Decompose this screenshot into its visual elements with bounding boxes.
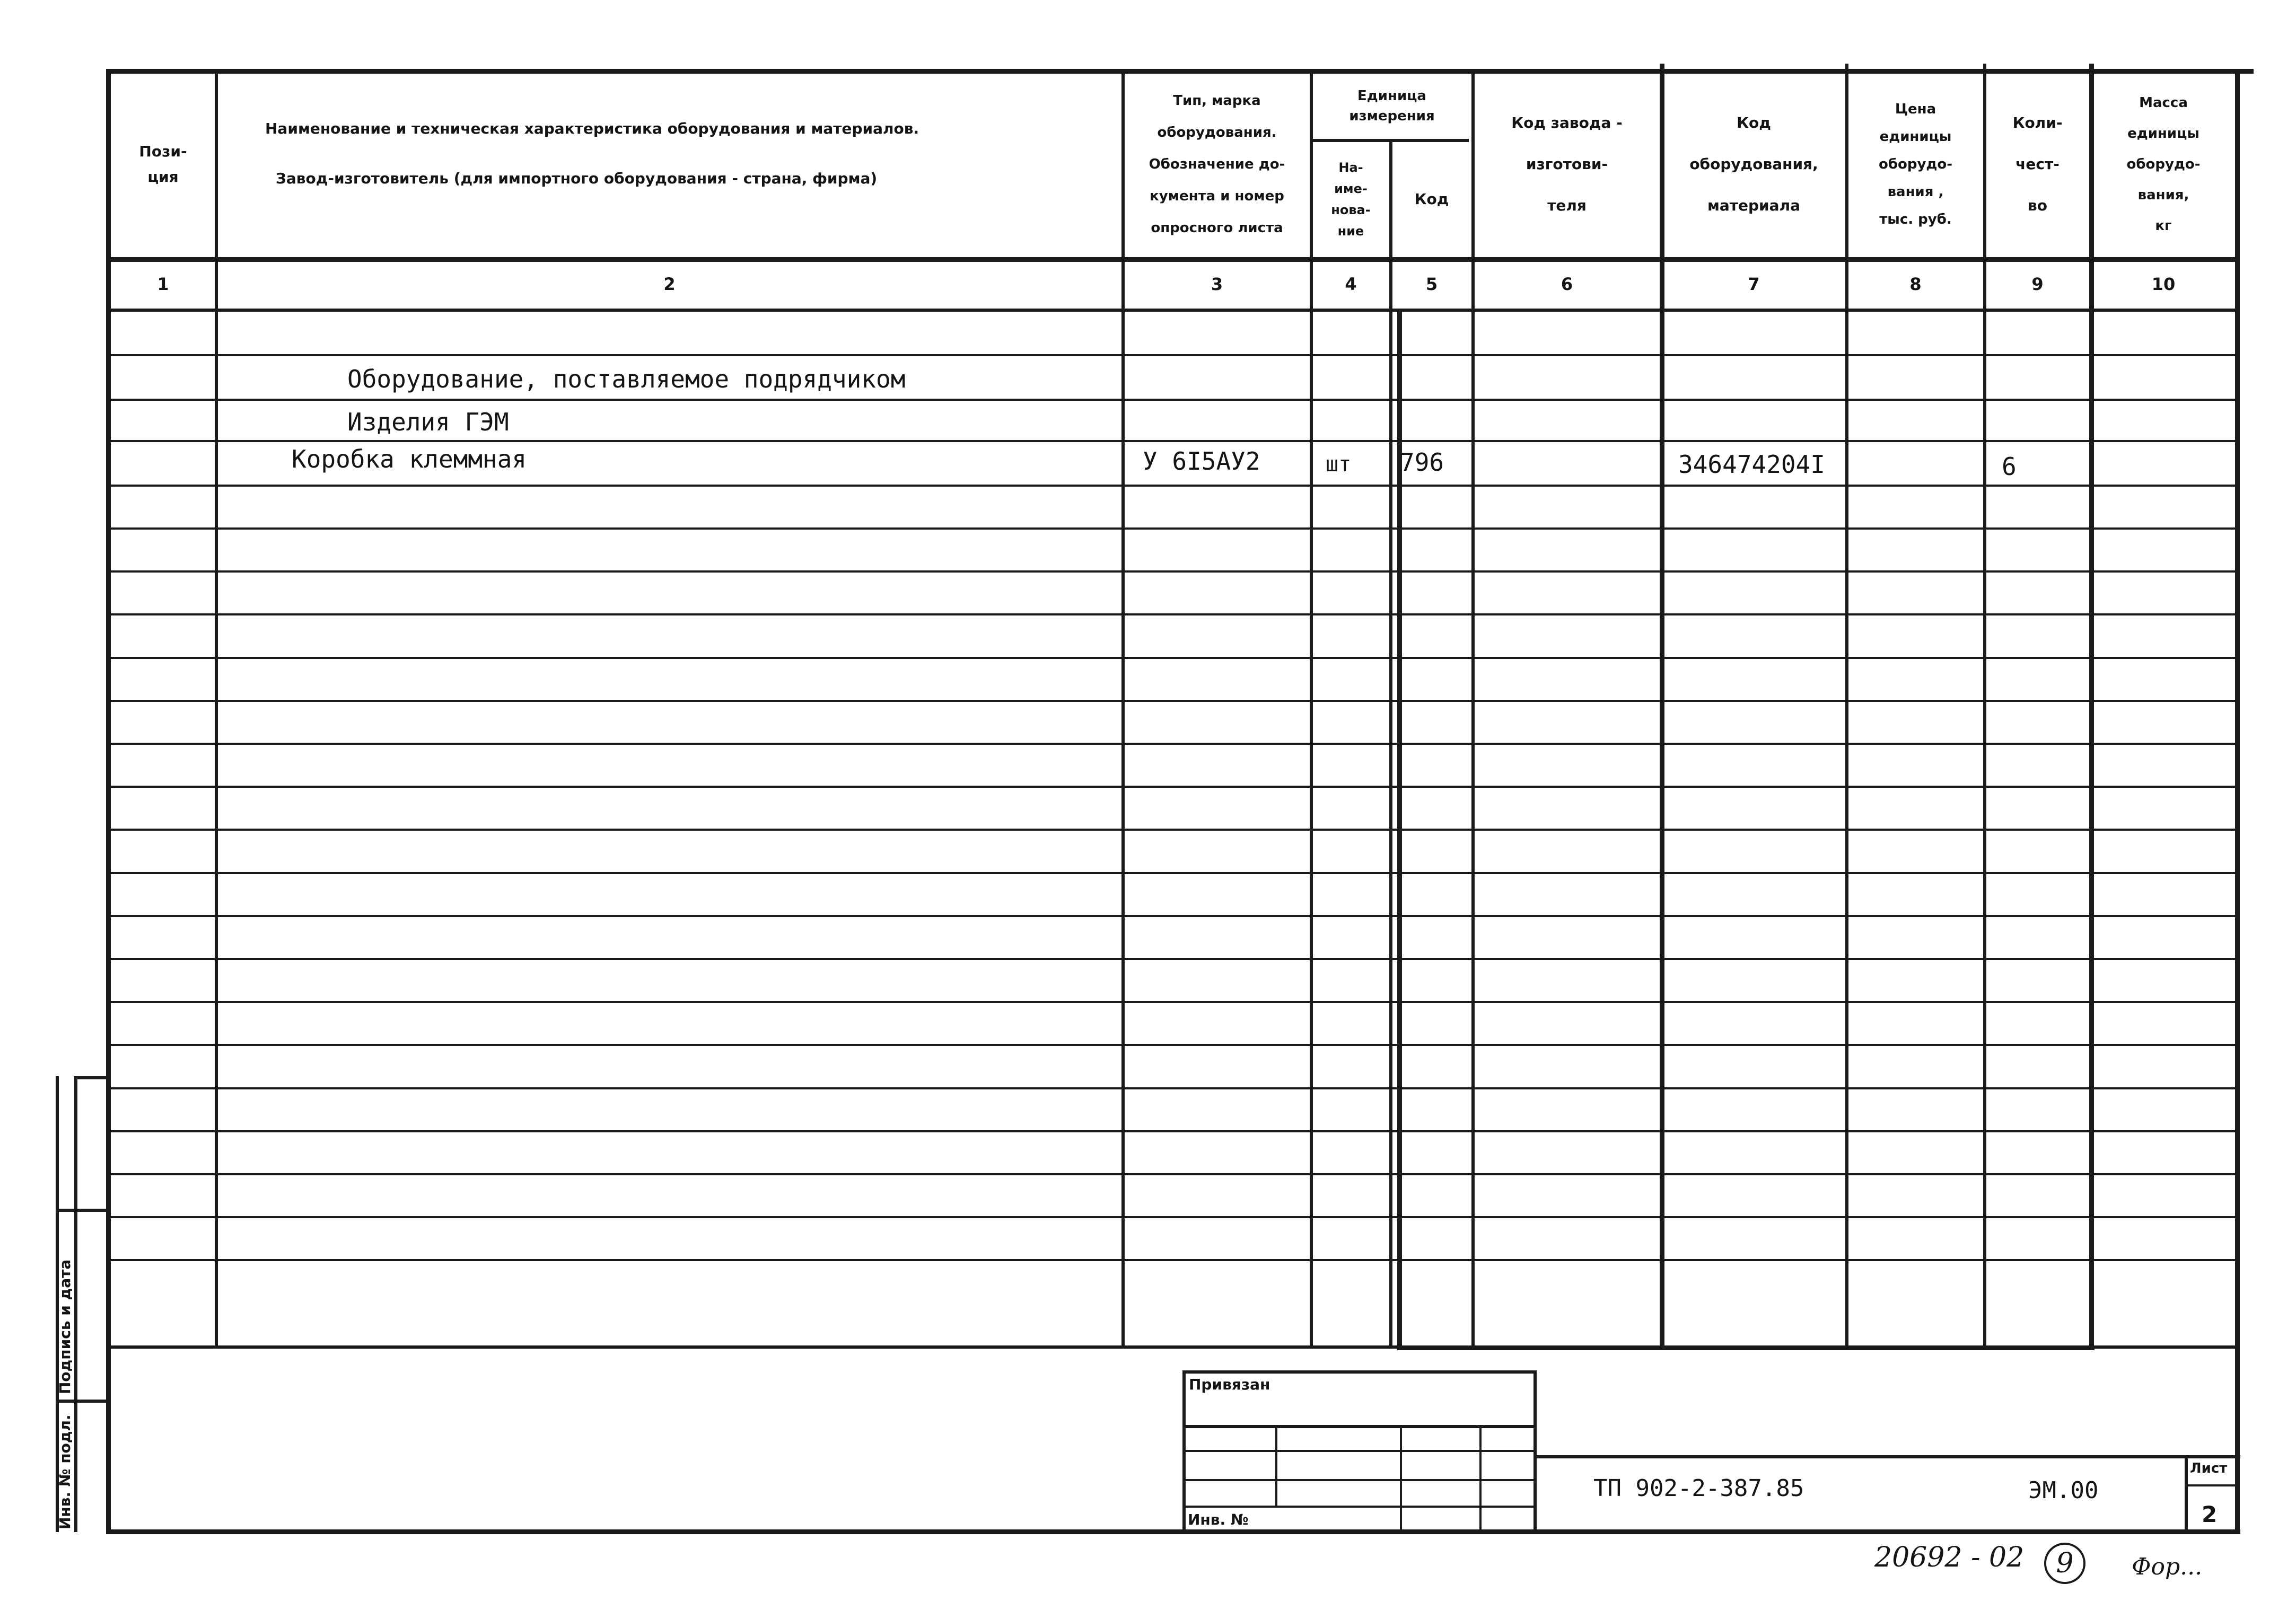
table-row-line xyxy=(109,354,2238,356)
col-divider-4 xyxy=(1389,139,1392,1347)
col-divider-8 xyxy=(1983,64,1986,1347)
archive-number: 20692 - 02 xyxy=(1874,1542,2025,1573)
doc-code: ЭМ.00 xyxy=(2028,1477,2099,1504)
col-divider-6 xyxy=(1660,64,1664,1347)
colnum-bottom-line xyxy=(106,309,2240,312)
table-row-line xyxy=(109,1173,2238,1175)
table-row-line xyxy=(109,440,2238,442)
colnum-9: 9 xyxy=(2031,274,2044,294)
col-divider-7 xyxy=(1845,64,1848,1347)
table-bottom-line xyxy=(106,1345,2240,1349)
colnum-7: 7 xyxy=(1748,274,1760,294)
colnum-6: 6 xyxy=(1561,274,1573,294)
item-name: Коробка клеммная xyxy=(292,445,527,473)
frame-bottom xyxy=(106,1529,2240,1534)
sheet-label: Лист xyxy=(2190,1461,2228,1476)
side-strip-inner xyxy=(74,1076,77,1532)
table-row-line xyxy=(109,915,2238,917)
stamp-col1 xyxy=(1275,1425,1277,1506)
table-row-line xyxy=(109,1044,2238,1046)
stamp-row2 xyxy=(1182,1450,1535,1452)
item-equipment-code: 346474204I xyxy=(1678,450,1825,479)
table-row-line xyxy=(109,399,2238,401)
stamp-bound-label: Привязан xyxy=(1189,1376,1270,1393)
table-row-line xyxy=(109,829,2238,831)
frame-right xyxy=(2235,69,2240,1534)
table-row-line xyxy=(109,958,2238,960)
subsection-title: Изделия ГЭМ xyxy=(347,408,509,436)
header-name-line2: Завод-изготовитель (для импортного оборудования - страна, фирма) xyxy=(276,170,878,187)
stamp-row4 xyxy=(1182,1506,1535,1508)
circle-number: 9 xyxy=(2044,1543,2085,1584)
frame-top xyxy=(106,69,2254,74)
table-row-line xyxy=(109,1001,2238,1003)
header-unit-code: Код xyxy=(1414,190,1449,208)
colnum-3: 3 xyxy=(1211,274,1223,294)
table-row-line xyxy=(109,1130,2238,1132)
table-row-line xyxy=(109,1087,2238,1089)
sheet-number: 2 xyxy=(2202,1501,2218,1527)
stamp-row3 xyxy=(1182,1479,1535,1481)
col-divider-9 xyxy=(2089,64,2094,1347)
table-row-line xyxy=(109,613,2238,615)
doc-block-top xyxy=(1533,1455,2240,1458)
header-name-line1: Наименование и техническая характеристика оборудования и материалов. xyxy=(265,120,919,137)
item-type: У 6I5АУ2 xyxy=(1143,447,1260,476)
stamp-inv-label: Инв. № xyxy=(1188,1511,1249,1528)
table-row-line xyxy=(109,743,2238,745)
header-mass: Масса единицы оборудо- вания, кг xyxy=(2126,95,2201,234)
side-strip-div1 xyxy=(56,1209,109,1212)
header-quantity: Коли- чест- во xyxy=(2012,114,2063,214)
stamp-row1 xyxy=(1182,1425,1535,1428)
header-manufacturer-code: Код завода - изготови- теля xyxy=(1511,114,1623,214)
section-title: Оборудование, поставляемое подрядчиком xyxy=(347,365,906,393)
frame-left xyxy=(106,69,111,1534)
colnum-10: 10 xyxy=(2151,274,2176,294)
table-row-line xyxy=(109,657,2238,659)
colnum-4: 4 xyxy=(1345,274,1357,294)
table-row-line xyxy=(109,786,2238,788)
header-price: Цена единицы оборудо- вания , тыс. руб. xyxy=(1878,101,1953,227)
table-row-line xyxy=(109,872,2238,874)
table-row-line xyxy=(109,1216,2238,1218)
item-unit-code: 796 xyxy=(1400,448,1444,477)
stamp-col3 xyxy=(1479,1425,1482,1531)
side-sign-date: Подпись и дата xyxy=(56,1259,74,1394)
item-quantity: 6 xyxy=(2002,452,2017,481)
colnum-1: 1 xyxy=(157,274,169,294)
sheet-box-divider xyxy=(2185,1484,2238,1486)
colnum-8: 8 xyxy=(1909,274,1922,294)
sheet-box-left xyxy=(2185,1455,2188,1532)
header-unit-name: На- име- нова- ние xyxy=(1331,160,1371,239)
side-strip-top xyxy=(74,1076,109,1079)
table-row-line xyxy=(109,700,2238,702)
colnum-5: 5 xyxy=(1425,274,1438,294)
header-position: Пози- ция xyxy=(139,143,187,186)
side-inv-podl: Инв. № подл. xyxy=(56,1414,74,1529)
stamp-top xyxy=(1182,1370,1535,1374)
table-row-line xyxy=(109,527,2238,530)
stamp-col2 xyxy=(1400,1425,1402,1531)
header-unit-group: Единица измерения xyxy=(1349,88,1435,124)
format-note: Фор... xyxy=(2132,1553,2203,1580)
header-type: Тип, марка оборудования. Обозначение до- кумента и номер опросного листа xyxy=(1149,93,1285,236)
table-row-line xyxy=(109,485,2238,487)
table-row-line xyxy=(109,1259,2238,1261)
doc-number: ТП 902-2-387.85 xyxy=(1593,1475,1804,1502)
side-strip-div2 xyxy=(56,1400,109,1403)
header-equipment-code: Код оборудования, материала xyxy=(1689,114,1818,214)
item-unit-name: шт xyxy=(1326,452,1352,477)
table-row-line xyxy=(109,570,2238,573)
colnum-2: 2 xyxy=(663,274,676,294)
